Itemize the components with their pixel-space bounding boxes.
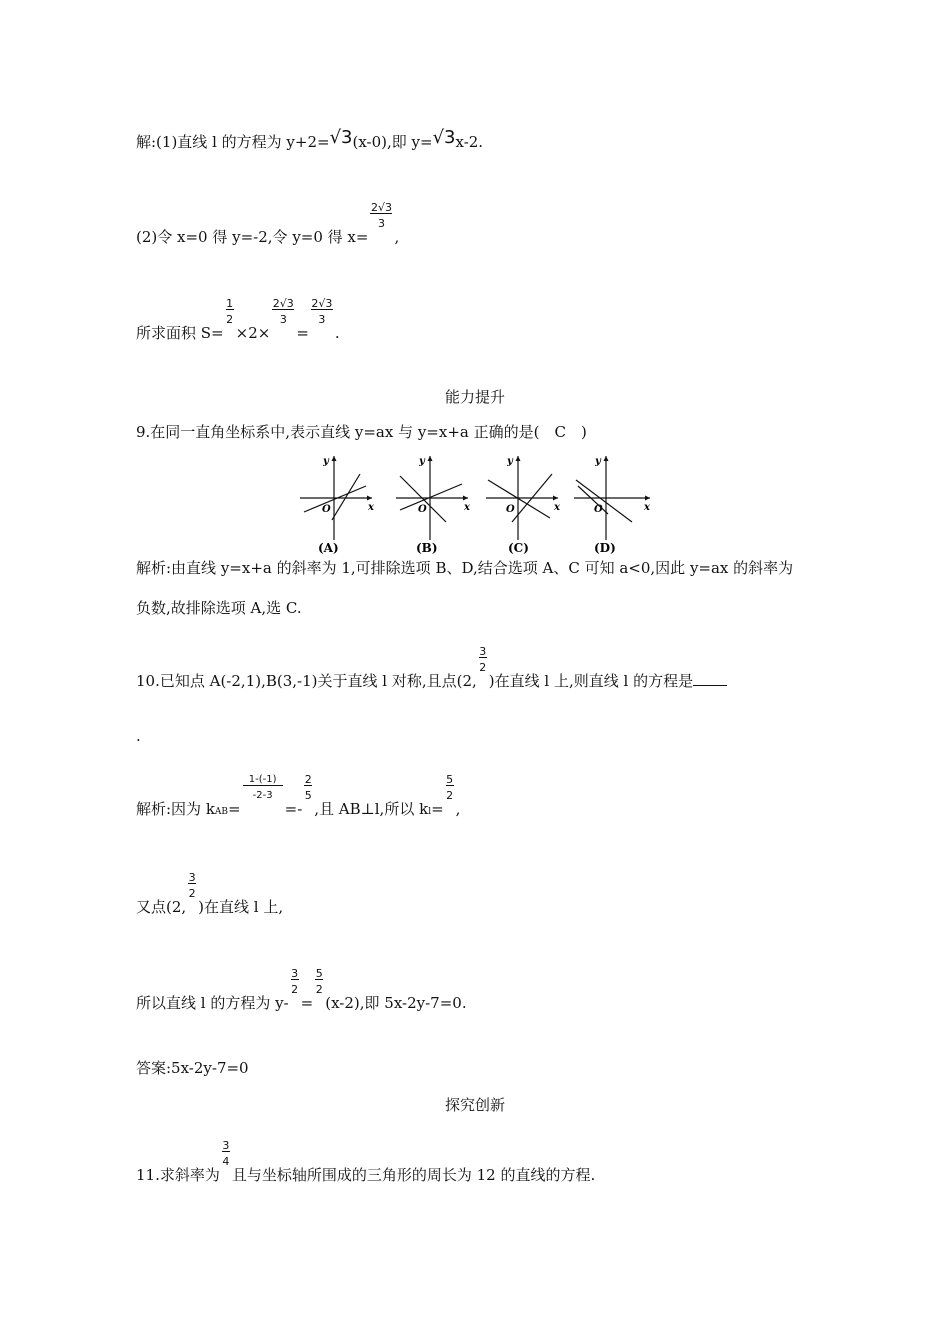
- fraction: [224, 297, 236, 338]
- text: 11.求斜率为: [136, 1166, 220, 1184]
- q9-graphs: [296, 450, 656, 560]
- graph-a: [300, 456, 375, 555]
- section-heading-ability: 能力提升: [444, 388, 505, 406]
- sol8-line3: [136, 297, 340, 343]
- fraction: [313, 967, 325, 1008]
- text: ×2×: [235, 324, 271, 342]
- frac-den: 3: [377, 217, 385, 230]
- subscript-l: l: [428, 807, 432, 817]
- text: =: [228, 800, 241, 818]
- y-axis-label: y: [419, 456, 425, 467]
- sqrt3: √3: [432, 127, 456, 148]
- subscript-ab: AB: [214, 807, 229, 817]
- q10-analysis-3: [136, 967, 467, 1013]
- frac-num: 2√3: [311, 297, 333, 310]
- x-axis-label: x: [644, 502, 650, 513]
- text: =: [296, 324, 309, 342]
- frac-num: 1: [226, 297, 234, 310]
- text: 解:(1)直线 l 的方程为 y+2=: [136, 133, 330, 151]
- y-axis-label: y: [323, 456, 329, 467]
- x-axis-label: x: [368, 502, 374, 513]
- frac-den: 2: [291, 983, 299, 996]
- q10-analysis-2: [136, 871, 284, 917]
- y-axis-label: y: [507, 456, 513, 467]
- text: 所以直线 l 的方程为 y-: [136, 994, 289, 1012]
- sol8-line2: [136, 201, 400, 247]
- text: ,: [394, 228, 400, 246]
- fraction: [186, 871, 198, 912]
- frac-den: 2: [315, 983, 323, 996]
- text: (x-2),即 5x-2y-7=0.: [325, 994, 467, 1012]
- text: 且与坐标轴所围成的三角形的周长为 12 的直线的方程.: [231, 1166, 596, 1184]
- text: =: [300, 994, 314, 1012]
- graph-label-c: (C): [508, 541, 529, 555]
- frac-den: 2: [226, 313, 234, 326]
- graph-label-a: (A): [318, 541, 339, 555]
- fraction: [241, 774, 285, 814]
- frac-num: 3: [188, 871, 196, 884]
- q10-answer: 答案:5x-2y-7=0: [136, 1059, 249, 1077]
- frac-den: 5: [304, 789, 312, 802]
- y-axis-label: y: [595, 456, 601, 467]
- graph-c: [486, 456, 561, 555]
- fraction: [220, 1139, 232, 1180]
- fraction: [289, 967, 301, 1008]
- fraction: [368, 201, 394, 242]
- frac-num: 2: [304, 773, 312, 786]
- q9-analysis-1: 解析:由直线 y=x+a 的斜率为 1,可排除选项 B、D,结合选项 A、C 可知 a<0,因此 y=ax 的斜率为: [136, 559, 794, 577]
- frac-num: 3: [479, 645, 487, 658]
- fraction: [270, 297, 296, 338]
- text: 10.已知点 A(-2,1),B(3,-1)关于直线 l 对称,且点(2,: [136, 672, 477, 690]
- frac-den: 2: [188, 887, 196, 900]
- x-axis-label: x: [464, 502, 470, 513]
- text: )在直线 l 上,则直线 l 的方程是: [488, 672, 694, 690]
- frac-den: 3: [279, 313, 287, 326]
- graph-d: [574, 456, 651, 555]
- frac-den: -2-3: [252, 790, 273, 801]
- fraction: [309, 297, 335, 338]
- fraction: [477, 645, 489, 686]
- q10-question: [136, 645, 727, 691]
- sol8-line1: [136, 127, 484, 152]
- graph-label-d: (D): [594, 541, 616, 555]
- answer-blank: [693, 671, 727, 686]
- graph-b: [396, 456, 471, 555]
- text: ,且 AB⊥l,所以 k: [314, 800, 429, 818]
- sqrt3: √3: [329, 127, 353, 148]
- q10-dot: .: [136, 727, 141, 745]
- frac-num: 2√3: [370, 201, 392, 214]
- origin-label: O: [594, 504, 603, 515]
- text: (2)令 x=0 得 y=-2,令 y=0 得 x=: [136, 228, 369, 246]
- frac-num: 1-(-1): [248, 774, 277, 785]
- frac-den: 3: [318, 313, 326, 326]
- fraction: [302, 773, 314, 814]
- q9-question: 9.在同一直角坐标系中,表示直线 y=ax 与 y=x+a 正确的是( C ): [136, 423, 587, 441]
- frac-den: 2: [479, 661, 487, 674]
- origin-label: O: [506, 504, 515, 515]
- text: )在直线 l 上,: [198, 898, 284, 916]
- text: (x-0),即 y=: [352, 133, 433, 151]
- graph-label-b: (B): [416, 541, 438, 555]
- frac-den: 2: [446, 789, 454, 802]
- text: ,: [455, 800, 461, 818]
- text: 又点(2,: [136, 898, 187, 916]
- frac-den: 4: [222, 1155, 230, 1168]
- q9-analysis-2: 负数,故排除选项 A,选 C.: [136, 599, 302, 617]
- x-axis-label: x: [554, 502, 560, 513]
- q11-question: [136, 1139, 596, 1185]
- q10-analysis-1: [136, 773, 461, 822]
- text: =-: [284, 800, 303, 818]
- text: =: [431, 800, 444, 818]
- section-heading-explore: 探究创新: [444, 1096, 505, 1114]
- origin-label: O: [418, 504, 427, 515]
- frac-num: 5: [446, 773, 454, 786]
- frac-num: 2√3: [272, 297, 294, 310]
- text: x-2.: [455, 133, 484, 151]
- text: .: [334, 324, 340, 342]
- q9-graphs-svg: [296, 450, 656, 560]
- origin-label: O: [322, 504, 331, 515]
- fraction: [444, 773, 456, 814]
- frac-num: 3: [291, 967, 299, 980]
- frac-num: 3: [222, 1139, 230, 1152]
- text: 解析:因为 k: [136, 800, 215, 818]
- frac-num: 5: [315, 967, 323, 980]
- text: 所求面积 S=: [136, 324, 224, 342]
